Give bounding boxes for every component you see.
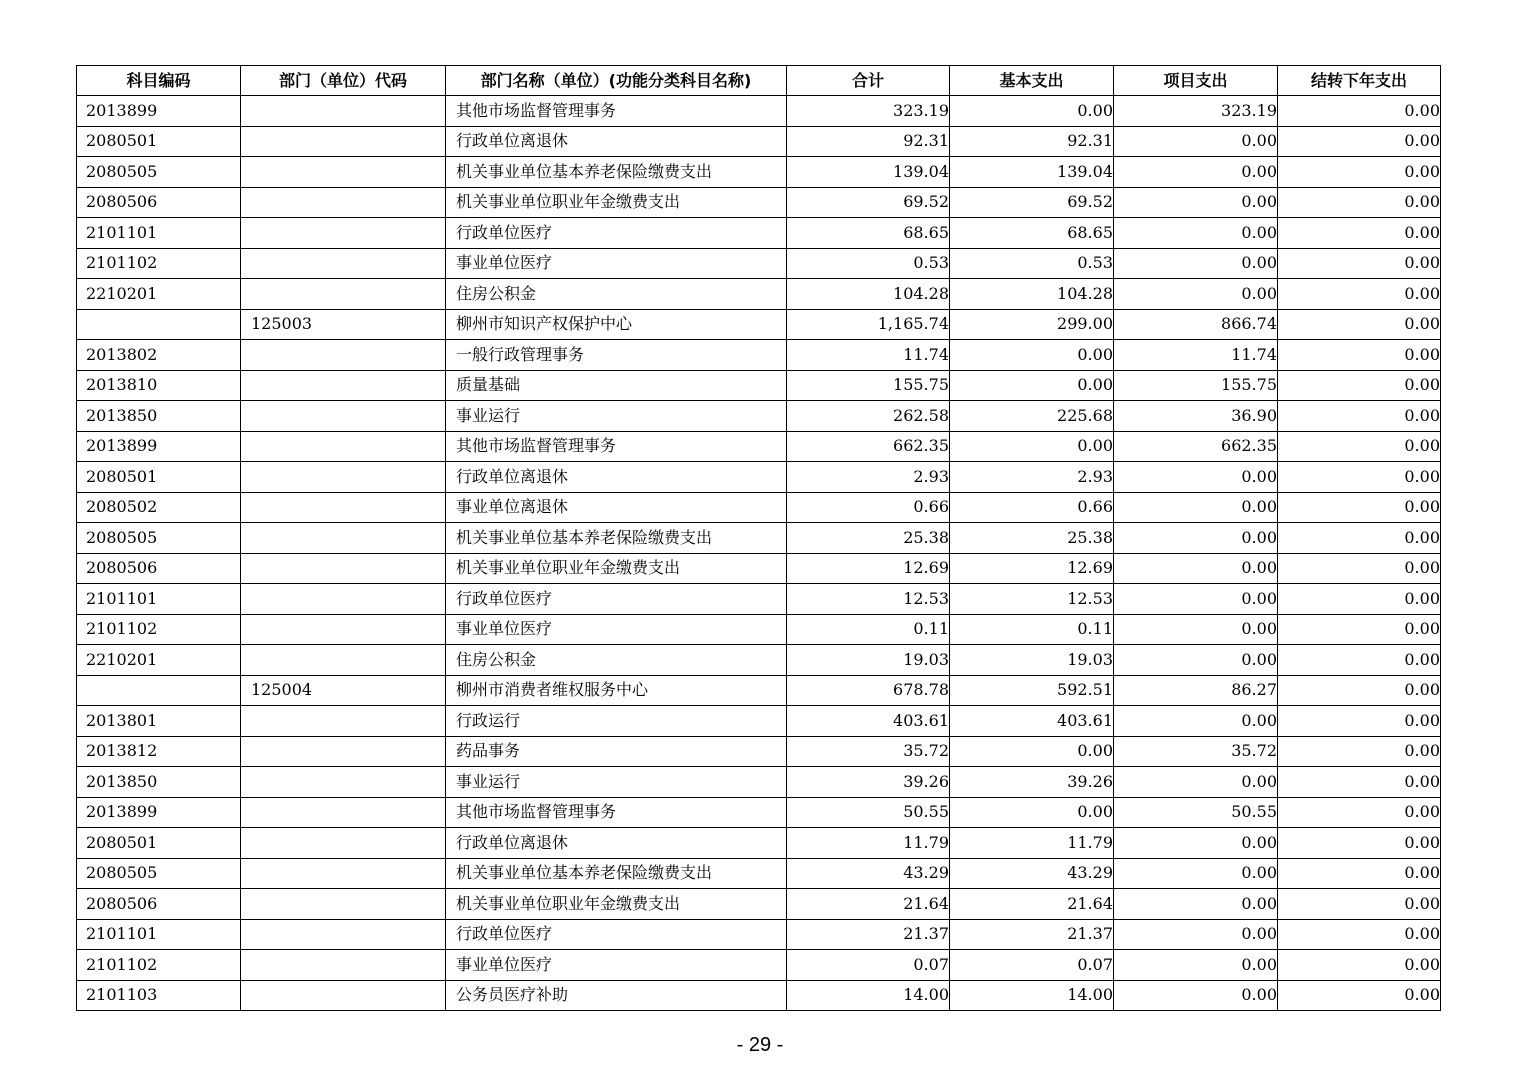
cell-subject-code: 2080501 bbox=[77, 462, 241, 493]
table-row bbox=[77, 950, 1441, 981]
cell-project-expenditure: 323.19 bbox=[1114, 96, 1278, 127]
cell-dept-code bbox=[241, 279, 446, 310]
table-row bbox=[77, 309, 1441, 340]
cell-project-expenditure: 0.00 bbox=[1114, 157, 1278, 188]
cell-dept-code bbox=[241, 218, 446, 249]
cell-carryover-expenditure: 0.00 bbox=[1278, 675, 1441, 706]
cell-project-expenditure: 0.00 bbox=[1114, 767, 1278, 798]
table-row bbox=[77, 767, 1441, 798]
cell-carryover-expenditure: 0.00 bbox=[1278, 309, 1441, 340]
cell-basic-expenditure: 225.68 bbox=[950, 401, 1114, 432]
cell-total: 12.53 bbox=[787, 584, 950, 615]
cell-dept-code: 125003 bbox=[241, 309, 446, 340]
table-row bbox=[77, 828, 1441, 859]
cell-total: 50.55 bbox=[787, 797, 950, 828]
header-carryover-expenditure: 结转下年支出 bbox=[1278, 66, 1441, 96]
cell-dept-name: 柳州市知识产权保护中心 bbox=[446, 309, 787, 340]
cell-basic-expenditure: 14.00 bbox=[950, 980, 1114, 1011]
cell-carryover-expenditure: 0.00 bbox=[1278, 919, 1441, 950]
cell-total: 662.35 bbox=[787, 431, 950, 462]
table-row bbox=[77, 96, 1441, 127]
cell-basic-expenditure: 12.69 bbox=[950, 553, 1114, 584]
header-dept-name: 部门名称（单位）(功能分类科目名称) bbox=[446, 66, 787, 96]
cell-subject-code: 2013899 bbox=[77, 96, 241, 127]
cell-carryover-expenditure: 0.00 bbox=[1278, 370, 1441, 401]
cell-subject-code: 2013802 bbox=[77, 340, 241, 371]
cell-project-expenditure: 0.00 bbox=[1114, 553, 1278, 584]
cell-total: 11.74 bbox=[787, 340, 950, 371]
table-row bbox=[77, 157, 1441, 188]
cell-basic-expenditure: 0.00 bbox=[950, 96, 1114, 127]
cell-project-expenditure: 0.00 bbox=[1114, 919, 1278, 950]
table-row bbox=[77, 279, 1441, 310]
cell-dept-name: 事业运行 bbox=[446, 767, 787, 798]
cell-total: 0.11 bbox=[787, 614, 950, 645]
cell-carryover-expenditure: 0.00 bbox=[1278, 187, 1441, 218]
cell-dept-name: 行政单位离退休 bbox=[446, 828, 787, 859]
cell-total: 155.75 bbox=[787, 370, 950, 401]
cell-subject-code: 2013801 bbox=[77, 706, 241, 737]
table-row bbox=[77, 431, 1441, 462]
cell-total: 21.37 bbox=[787, 919, 950, 950]
cell-dept-name: 机关事业单位基本养老保险缴费支出 bbox=[446, 858, 787, 889]
cell-basic-expenditure: 21.37 bbox=[950, 919, 1114, 950]
cell-dept-code bbox=[241, 492, 446, 523]
cell-basic-expenditure: 2.93 bbox=[950, 462, 1114, 493]
cell-project-expenditure: 0.00 bbox=[1114, 279, 1278, 310]
cell-total: 262.58 bbox=[787, 401, 950, 432]
cell-carryover-expenditure: 0.00 bbox=[1278, 218, 1441, 249]
cell-dept-name: 行政单位医疗 bbox=[446, 919, 787, 950]
cell-carryover-expenditure: 0.00 bbox=[1278, 462, 1441, 493]
table-row bbox=[77, 797, 1441, 828]
table-row bbox=[77, 126, 1441, 157]
cell-subject-code: 2101101 bbox=[77, 919, 241, 950]
table-row bbox=[77, 187, 1441, 218]
cell-carryover-expenditure: 0.00 bbox=[1278, 797, 1441, 828]
cell-carryover-expenditure: 0.00 bbox=[1278, 645, 1441, 676]
cell-dept-name: 一般行政管理事务 bbox=[446, 340, 787, 371]
cell-dept-name: 事业单位医疗 bbox=[446, 614, 787, 645]
cell-carryover-expenditure: 0.00 bbox=[1278, 706, 1441, 737]
header-project-expenditure: 项目支出 bbox=[1114, 66, 1278, 96]
cell-dept-name: 事业单位医疗 bbox=[446, 950, 787, 981]
cell-total: 2.93 bbox=[787, 462, 950, 493]
cell-project-expenditure: 36.90 bbox=[1114, 401, 1278, 432]
cell-dept-name: 住房公积金 bbox=[446, 645, 787, 676]
cell-total: 12.69 bbox=[787, 553, 950, 584]
cell-subject-code: 2101103 bbox=[77, 980, 241, 1011]
cell-dept-name: 机关事业单位基本养老保险缴费支出 bbox=[446, 523, 787, 554]
cell-dept-code bbox=[241, 736, 446, 767]
cell-project-expenditure: 0.00 bbox=[1114, 462, 1278, 493]
cell-subject-code: 2080501 bbox=[77, 126, 241, 157]
cell-basic-expenditure: 0.00 bbox=[950, 797, 1114, 828]
expenditure-table bbox=[76, 65, 1441, 1011]
cell-carryover-expenditure: 0.00 bbox=[1278, 492, 1441, 523]
cell-carryover-expenditure: 0.00 bbox=[1278, 889, 1441, 920]
cell-dept-code bbox=[241, 980, 446, 1011]
cell-subject-code: 2101102 bbox=[77, 950, 241, 981]
cell-total: 68.65 bbox=[787, 218, 950, 249]
table-row bbox=[77, 248, 1441, 279]
cell-subject-code: 2080506 bbox=[77, 889, 241, 920]
cell-total: 0.66 bbox=[787, 492, 950, 523]
cell-carryover-expenditure: 0.00 bbox=[1278, 553, 1441, 584]
cell-basic-expenditure: 12.53 bbox=[950, 584, 1114, 615]
cell-dept-code bbox=[241, 614, 446, 645]
page-number: - 29 - bbox=[736, 1034, 784, 1056]
cell-subject-code: 2013812 bbox=[77, 736, 241, 767]
cell-dept-name: 质量基础 bbox=[446, 370, 787, 401]
cell-subject-code: 2080501 bbox=[77, 828, 241, 859]
cell-carryover-expenditure: 0.00 bbox=[1278, 523, 1441, 554]
cell-project-expenditure: 0.00 bbox=[1114, 218, 1278, 249]
cell-project-expenditure: 0.00 bbox=[1114, 584, 1278, 615]
cell-project-expenditure: 0.00 bbox=[1114, 126, 1278, 157]
cell-dept-code bbox=[241, 431, 446, 462]
cell-subject-code: 2013850 bbox=[77, 767, 241, 798]
cell-dept-name: 事业运行 bbox=[446, 401, 787, 432]
cell-subject-code bbox=[77, 309, 241, 340]
cell-carryover-expenditure: 0.00 bbox=[1278, 736, 1441, 767]
header-subject-code: 科目编码 bbox=[77, 66, 241, 96]
cell-dept-code bbox=[241, 187, 446, 218]
cell-total: 43.29 bbox=[787, 858, 950, 889]
cell-project-expenditure: 11.74 bbox=[1114, 340, 1278, 371]
cell-total: 69.52 bbox=[787, 187, 950, 218]
cell-dept-name: 柳州市消费者维权服务中心 bbox=[446, 675, 787, 706]
cell-basic-expenditure: 403.61 bbox=[950, 706, 1114, 737]
cell-dept-code bbox=[241, 919, 446, 950]
header-dept-code: 部门（单位）代码 bbox=[241, 66, 446, 96]
cell-carryover-expenditure: 0.00 bbox=[1278, 858, 1441, 889]
cell-subject-code: 2080502 bbox=[77, 492, 241, 523]
cell-total: 39.26 bbox=[787, 767, 950, 798]
table-row bbox=[77, 492, 1441, 523]
table-header-row bbox=[77, 66, 1441, 96]
cell-basic-expenditure: 0.00 bbox=[950, 736, 1114, 767]
cell-basic-expenditure: 0.53 bbox=[950, 248, 1114, 279]
cell-carryover-expenditure: 0.00 bbox=[1278, 340, 1441, 371]
cell-project-expenditure: 0.00 bbox=[1114, 614, 1278, 645]
cell-dept-code bbox=[241, 401, 446, 432]
cell-basic-expenditure: 139.04 bbox=[950, 157, 1114, 188]
cell-basic-expenditure: 21.64 bbox=[950, 889, 1114, 920]
cell-project-expenditure: 0.00 bbox=[1114, 645, 1278, 676]
cell-dept-name: 机关事业单位职业年金缴费支出 bbox=[446, 553, 787, 584]
cell-dept-name: 机关事业单位职业年金缴费支出 bbox=[446, 889, 787, 920]
cell-dept-code bbox=[241, 828, 446, 859]
cell-dept-name: 行政单位离退休 bbox=[446, 126, 787, 157]
cell-total: 35.72 bbox=[787, 736, 950, 767]
cell-dept-code bbox=[241, 584, 446, 615]
cell-total: 14.00 bbox=[787, 980, 950, 1011]
cell-project-expenditure: 0.00 bbox=[1114, 492, 1278, 523]
cell-dept-code bbox=[241, 706, 446, 737]
cell-total: 678.78 bbox=[787, 675, 950, 706]
cell-basic-expenditure: 68.65 bbox=[950, 218, 1114, 249]
cell-subject-code: 2013899 bbox=[77, 797, 241, 828]
cell-basic-expenditure: 104.28 bbox=[950, 279, 1114, 310]
cell-subject-code: 2080506 bbox=[77, 553, 241, 584]
cell-carryover-expenditure: 0.00 bbox=[1278, 96, 1441, 127]
cell-total: 11.79 bbox=[787, 828, 950, 859]
table-row bbox=[77, 919, 1441, 950]
cell-dept-name: 住房公积金 bbox=[446, 279, 787, 310]
cell-subject-code: 2013899 bbox=[77, 431, 241, 462]
cell-project-expenditure: 0.00 bbox=[1114, 980, 1278, 1011]
cell-dept-code bbox=[241, 248, 446, 279]
cell-dept-code bbox=[241, 950, 446, 981]
cell-project-expenditure: 0.00 bbox=[1114, 523, 1278, 554]
cell-total: 323.19 bbox=[787, 96, 950, 127]
table-row bbox=[77, 401, 1441, 432]
cell-basic-expenditure: 92.31 bbox=[950, 126, 1114, 157]
cell-carryover-expenditure: 0.00 bbox=[1278, 248, 1441, 279]
table-row bbox=[77, 736, 1441, 767]
table-row bbox=[77, 889, 1441, 920]
table-row bbox=[77, 645, 1441, 676]
cell-dept-code bbox=[241, 340, 446, 371]
cell-dept-code bbox=[241, 797, 446, 828]
cell-dept-name: 行政运行 bbox=[446, 706, 787, 737]
cell-dept-code: 125004 bbox=[241, 675, 446, 706]
cell-dept-name: 行政单位离退休 bbox=[446, 462, 787, 493]
cell-subject-code bbox=[77, 675, 241, 706]
cell-subject-code: 2101101 bbox=[77, 584, 241, 615]
cell-project-expenditure: 0.00 bbox=[1114, 889, 1278, 920]
header-total: 合计 bbox=[787, 66, 950, 96]
cell-total: 139.04 bbox=[787, 157, 950, 188]
cell-project-expenditure: 155.75 bbox=[1114, 370, 1278, 401]
cell-carryover-expenditure: 0.00 bbox=[1278, 126, 1441, 157]
cell-total: 25.38 bbox=[787, 523, 950, 554]
cell-total: 92.31 bbox=[787, 126, 950, 157]
cell-carryover-expenditure: 0.00 bbox=[1278, 279, 1441, 310]
table-row bbox=[77, 614, 1441, 645]
cell-carryover-expenditure: 0.00 bbox=[1278, 980, 1441, 1011]
table-row bbox=[77, 553, 1441, 584]
cell-basic-expenditure: 19.03 bbox=[950, 645, 1114, 676]
cell-basic-expenditure: 39.26 bbox=[950, 767, 1114, 798]
cell-subject-code: 2101102 bbox=[77, 614, 241, 645]
cell-dept-code bbox=[241, 767, 446, 798]
cell-basic-expenditure: 299.00 bbox=[950, 309, 1114, 340]
cell-carryover-expenditure: 0.00 bbox=[1278, 950, 1441, 981]
cell-project-expenditure: 0.00 bbox=[1114, 248, 1278, 279]
cell-total: 0.07 bbox=[787, 950, 950, 981]
cell-dept-name: 其他市场监督管理事务 bbox=[446, 431, 787, 462]
table-row bbox=[77, 584, 1441, 615]
cell-total: 403.61 bbox=[787, 706, 950, 737]
cell-dept-name: 事业单位医疗 bbox=[446, 248, 787, 279]
cell-dept-code bbox=[241, 889, 446, 920]
cell-total: 19.03 bbox=[787, 645, 950, 676]
cell-subject-code: 2210201 bbox=[77, 279, 241, 310]
cell-project-expenditure: 866.74 bbox=[1114, 309, 1278, 340]
cell-basic-expenditure: 0.00 bbox=[950, 340, 1114, 371]
cell-basic-expenditure: 11.79 bbox=[950, 828, 1114, 859]
cell-dept-name: 其他市场监督管理事务 bbox=[446, 797, 787, 828]
table-row bbox=[77, 370, 1441, 401]
cell-dept-code bbox=[241, 96, 446, 127]
cell-carryover-expenditure: 0.00 bbox=[1278, 401, 1441, 432]
cell-dept-code bbox=[241, 523, 446, 554]
table-row bbox=[77, 980, 1441, 1011]
table-row bbox=[77, 523, 1441, 554]
cell-subject-code: 2210201 bbox=[77, 645, 241, 676]
table-row bbox=[77, 462, 1441, 493]
cell-subject-code: 2080505 bbox=[77, 523, 241, 554]
cell-total: 0.53 bbox=[787, 248, 950, 279]
cell-dept-code bbox=[241, 370, 446, 401]
cell-basic-expenditure: 0.07 bbox=[950, 950, 1114, 981]
cell-dept-name: 行政单位医疗 bbox=[446, 218, 787, 249]
cell-dept-name: 机关事业单位职业年金缴费支出 bbox=[446, 187, 787, 218]
cell-subject-code: 2080505 bbox=[77, 858, 241, 889]
cell-basic-expenditure: 0.11 bbox=[950, 614, 1114, 645]
cell-dept-name: 机关事业单位基本养老保险缴费支出 bbox=[446, 157, 787, 188]
cell-project-expenditure: 0.00 bbox=[1114, 828, 1278, 859]
cell-dept-name: 事业单位离退休 bbox=[446, 492, 787, 523]
cell-project-expenditure: 0.00 bbox=[1114, 187, 1278, 218]
cell-carryover-expenditure: 0.00 bbox=[1278, 157, 1441, 188]
cell-dept-code bbox=[241, 462, 446, 493]
cell-project-expenditure: 86.27 bbox=[1114, 675, 1278, 706]
cell-carryover-expenditure: 0.00 bbox=[1278, 431, 1441, 462]
cell-dept-code bbox=[241, 858, 446, 889]
cell-dept-name: 行政单位医疗 bbox=[446, 584, 787, 615]
cell-subject-code: 2013850 bbox=[77, 401, 241, 432]
cell-subject-code: 2080506 bbox=[77, 187, 241, 218]
cell-basic-expenditure: 43.29 bbox=[950, 858, 1114, 889]
cell-carryover-expenditure: 0.00 bbox=[1278, 767, 1441, 798]
cell-carryover-expenditure: 0.00 bbox=[1278, 584, 1441, 615]
cell-dept-code bbox=[241, 126, 446, 157]
cell-carryover-expenditure: 0.00 bbox=[1278, 828, 1441, 859]
cell-dept-code bbox=[241, 157, 446, 188]
cell-dept-code bbox=[241, 553, 446, 584]
cell-project-expenditure: 50.55 bbox=[1114, 797, 1278, 828]
cell-basic-expenditure: 592.51 bbox=[950, 675, 1114, 706]
cell-project-expenditure: 0.00 bbox=[1114, 706, 1278, 737]
cell-basic-expenditure: 0.00 bbox=[950, 431, 1114, 462]
cell-project-expenditure: 35.72 bbox=[1114, 736, 1278, 767]
table-row bbox=[77, 858, 1441, 889]
cell-basic-expenditure: 69.52 bbox=[950, 187, 1114, 218]
cell-total: 104.28 bbox=[787, 279, 950, 310]
cell-dept-name: 公务员医疗补助 bbox=[446, 980, 787, 1011]
table-row bbox=[77, 706, 1441, 737]
table-row bbox=[77, 340, 1441, 371]
header-basic-expenditure: 基本支出 bbox=[950, 66, 1114, 96]
cell-basic-expenditure: 0.66 bbox=[950, 492, 1114, 523]
cell-basic-expenditure: 25.38 bbox=[950, 523, 1114, 554]
cell-dept-name: 药品事务 bbox=[446, 736, 787, 767]
cell-subject-code: 2101102 bbox=[77, 248, 241, 279]
cell-total: 1,165.74 bbox=[787, 309, 950, 340]
cell-subject-code: 2080505 bbox=[77, 157, 241, 188]
table-row bbox=[77, 675, 1441, 706]
cell-project-expenditure: 0.00 bbox=[1114, 950, 1278, 981]
cell-carryover-expenditure: 0.00 bbox=[1278, 614, 1441, 645]
cell-project-expenditure: 0.00 bbox=[1114, 858, 1278, 889]
cell-subject-code: 2101101 bbox=[77, 218, 241, 249]
cell-dept-name: 其他市场监督管理事务 bbox=[446, 96, 787, 127]
cell-total: 21.64 bbox=[787, 889, 950, 920]
table-body bbox=[77, 96, 1441, 1011]
cell-dept-code bbox=[241, 645, 446, 676]
cell-basic-expenditure: 0.00 bbox=[950, 370, 1114, 401]
cell-project-expenditure: 662.35 bbox=[1114, 431, 1278, 462]
cell-subject-code: 2013810 bbox=[77, 370, 241, 401]
table-row bbox=[77, 218, 1441, 249]
